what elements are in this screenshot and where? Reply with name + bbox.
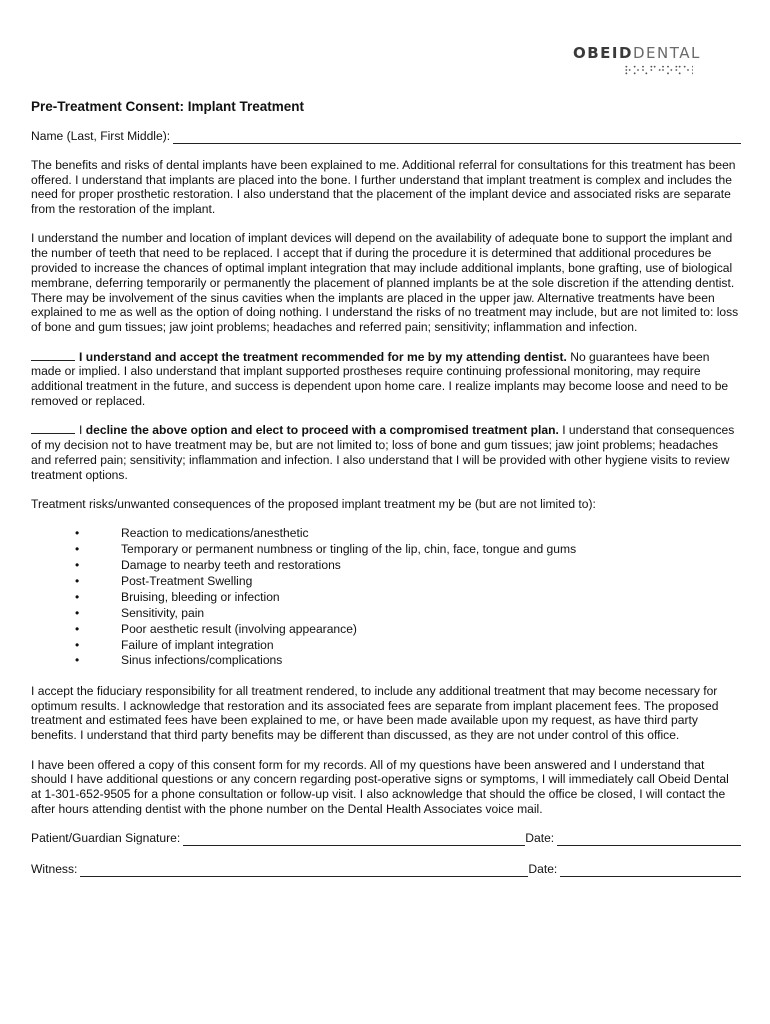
decline-option	[31, 423, 741, 482]
fiduciary-paragraph: I accept the fiduciary responsibility for all treatment rendered, to include any additional treatment that may become necessary for optimum results. I acknowledge that restoration and its associated fees are separate from implant placement fees. The proposed treatment and estimated fees have been explained to me, or have been made available upon my request, as have third party benefits. I understand that third party benefits may be different than discussed, as they are not under control of this office.	[31, 683, 719, 743]
name-field-line[interactable]	[173, 131, 741, 144]
list-item: • Reaction to medications/anesthetic	[31, 526, 741, 542]
witness-date-label: Date:	[528, 862, 558, 877]
braille-dots-icon	[573, 65, 693, 75]
logo-wordmark	[573, 44, 738, 62]
list-item: • Bruising, bleeding or infection	[31, 590, 741, 606]
name-row	[31, 129, 741, 144]
copy-offer-paragraph: I have been offered a copy of this consent form for my records. All of my questions have been answered and I understand that should I have additional questions or any concern regarding post-operative signs or symptoms, I will immediately call Obeid Dental at 1-301-652-9505 for a phone consultation or follow-up visit. I also acknowledge that should the office be closed, I will contact the after hours attending dentist with the phone number on the Dental Health Associates voice mail.	[31, 757, 729, 816]
risks-intro: Treatment risks/unwanted consequences of the proposed implant treatment my be (but are not limited to):	[31, 496, 596, 511]
accept-option	[31, 350, 741, 409]
decline-details: I understand that consequences of my decision not to have treatment may be, but are not limited to; loss of bone and gum tissues; jaw joint problems; headaches and referred pain; sensitivity; inflammation and infection. I also understand that I will be provided with other hygiene visits to review treatment options.	[31, 423, 735, 482]
patient-signature-row	[31, 831, 741, 846]
decline-initial-blank[interactable]	[31, 423, 75, 434]
obeid-dental-logo	[573, 44, 738, 75]
witness-label: Witness:	[31, 862, 78, 877]
witness-date-line[interactable]	[560, 864, 741, 877]
patient-signature-line[interactable]	[183, 833, 525, 846]
patient-date-label: Date:	[525, 831, 555, 846]
name-label: Name (Last, First Middle):	[31, 129, 171, 143]
logo-brand-dental: DENTAL	[632, 44, 701, 62]
logo-brand-obeid: OBEID	[573, 44, 633, 62]
witness-signature-row	[31, 862, 741, 877]
risks-list	[31, 526, 741, 669]
accept-statement: I understand and accept the treatment recommended for me by my attending dentist.	[79, 349, 567, 364]
list-item: • Poor aesthetic result (involving appearance)	[31, 622, 741, 638]
implant-availability-paragraph: I understand the number and location of implant devices will depend on the availability of adequate bone to support the implant and the number of teeth that need to be replaced. I accept that if during the procedure it is determined that additional procedures be provided to increase the chances of optimal implant integration that may include additional implants, bone grafting, use of biological membrane, deferring temporarily or permanently the placement of planned implants be at the sole discretion if the attending dentist. There may be involvement of the sinus cavities when the implants are placed in the upper jaw. Alternative treatments have been explained to me as well as the option of doing nothing. I understand the risks of no treatment may include, but are not limited to: loss of bone and gum tissues; jaw joint problems; headaches and referred pain; sensitivity; inflammation and infection.	[31, 231, 739, 335]
decline-statement: decline the above option and elect to proceed with a compromised treatment plan.	[85, 423, 559, 438]
benefits-paragraph: The benefits and risks of dental implants have been explained to me. Additional referral for consultations for this treatment has been offered. I understand that implants are placed into the bone. I further understand that implant treatment is complex and includes the need for proper prosthetic restoration. I also understand that the placement of the implant device and associated risks are separate from the restoration of the implant.	[31, 157, 736, 217]
list-item: • Failure of implant integration	[31, 638, 741, 654]
list-item: • Sensitivity, pain	[31, 606, 741, 622]
patient-signature-label: Patient/Guardian Signature:	[31, 831, 181, 846]
list-item: • Temporary or permanent numbness or tingling of the lip, chin, face, tongue and gums	[31, 542, 741, 558]
patient-date-line[interactable]	[557, 833, 741, 846]
list-item: • Damage to nearby teeth and restorations	[31, 558, 741, 574]
accept-details: No guarantees have been made or implied. I also understand that implant supported prostheses require continuing professional monitoring, may require additional treatment in the future, and success is dependent upon home care. I realize implants may become loose and need to be removed or replaced.	[31, 349, 729, 408]
consent-form	[31, 98, 741, 893]
accept-initial-blank[interactable]	[31, 350, 75, 361]
list-item: • Post-Treatment Swelling	[31, 574, 741, 590]
page-title: Pre-Treatment Consent: Implant Treatment	[31, 99, 305, 114]
list-item: • Sinus infections/complications	[31, 653, 741, 669]
witness-signature-line[interactable]	[80, 864, 528, 877]
decline-lead: I	[79, 423, 86, 438]
